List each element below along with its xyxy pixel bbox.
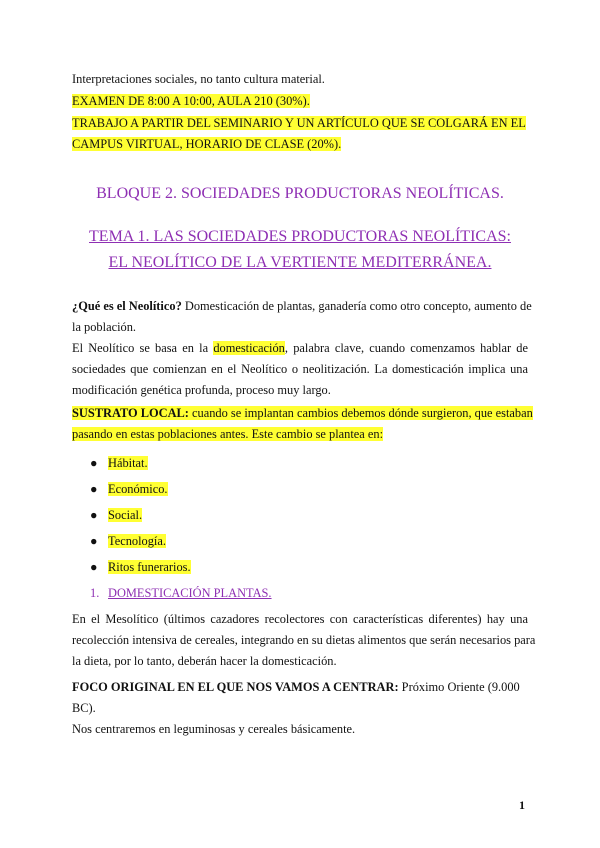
domesticacion-keyword: domesticación [213, 341, 285, 355]
list-item-text: Ritos funerarios. [108, 560, 191, 574]
base-line-3: modificación genética profunda, proceso muy largo. [72, 383, 331, 397]
list-item [90, 508, 142, 523]
list-item [90, 560, 191, 575]
bullet-icon: ● [90, 560, 98, 574]
bullet-icon: ● [90, 456, 98, 470]
foco-text: Próximo Oriente (9.000 [398, 680, 520, 694]
sustrato-line-2 [72, 427, 383, 442]
list-item-text: Tecnología. [108, 534, 166, 548]
sustrato-label: SUSTRATO LOCAL: [72, 406, 189, 420]
list-item-text: Social. [108, 508, 143, 522]
foco-line-2: BC). [72, 701, 96, 715]
page-number: 1 [519, 798, 525, 812]
centraremos-line: Nos centraremos en leguminosas y cereales básicamente. [72, 722, 356, 736]
intro-line-3 [72, 116, 526, 131]
list-item [90, 482, 168, 497]
mesolitico-line-1: En el Mesolítico (últimos cazadores recolectores con características diferentes) hay una [72, 612, 528, 626]
exam-note: EXAMEN DE 8:00 A 10:00, AULA 210 (30%). [72, 94, 310, 108]
sustrato-text: cuando se implantan cambios debemos dónde surgieron, que estaban [188, 406, 533, 420]
bullet-icon: ● [90, 534, 98, 548]
foco-label: FOCO ORIGINAL EN EL QUE NOS VAMOS A CENTRAR: [72, 680, 399, 694]
que-es-label: ¿Qué es el Neolítico? [72, 299, 182, 313]
base-line-1 [72, 341, 528, 356]
bullet-icon: ● [90, 482, 98, 496]
intro-line-1: Interpretaciones sociales, no tanto cultura material. [72, 72, 325, 86]
tema-title-line-2: EL NEOLÍTICO DE LA VERTIENTE MEDITERRÁNEA. [108, 254, 492, 271]
list-item [90, 534, 166, 549]
base-post-text: , palabra clave, cuando comenzamos hablar de [284, 341, 528, 355]
base-line-2: sociedades que comienzan en el Neolítico o neolitización. La domesticación implica una [72, 362, 528, 376]
base-pre-text: El Neolítico se basa en la [72, 341, 214, 355]
que-es-line-1 [72, 299, 532, 314]
list-item-text: Hábitat. [108, 456, 148, 470]
foco-line-1 [72, 680, 520, 695]
work-note-part2: CAMPUS VIRTUAL, HORARIO DE CLASE (20%). [72, 137, 342, 151]
section-number: 1. [90, 586, 100, 600]
mesolitico-line-2: recolección intensiva de cereales, integrando en su dietas alimentos que serán necesarios para [72, 633, 536, 647]
section-title: DOMESTICACIÓN PLANTAS. [108, 586, 272, 600]
que-es-text: Domesticación de plantas, ganadería como otro concepto, aumento de [181, 299, 532, 313]
list-item [90, 456, 148, 471]
mesolitico-line-3: la dieta, por lo tanto, deberán hacer la domesticación. [72, 654, 337, 668]
que-es-line-2: la población. [72, 320, 136, 334]
sustrato-highlight-1 [72, 406, 533, 420]
bloque-title: BLOQUE 2. SOCIEDADES PRODUCTORAS NEOLÍTICAS. [96, 185, 504, 202]
sustrato-highlight-2: pasando en estas poblaciones antes. Este cambio se plantea en: [72, 427, 384, 441]
tema-title-line-1: TEMA 1. LAS SOCIEDADES PRODUCTORAS NEOLÍTICAS: [89, 228, 511, 245]
list-item-text: Económico. [108, 482, 168, 496]
work-note-part1: TRABAJO A PARTIR DEL SEMINARIO Y UN ARTÍCULO QUE SE COLGARÁ EN EL [72, 116, 526, 130]
sustrato-line-1 [72, 406, 533, 421]
intro-line-4 [72, 137, 341, 152]
section-heading-1 [90, 586, 272, 601]
intro-line-2 [72, 94, 310, 109]
bullet-icon: ● [90, 508, 98, 522]
